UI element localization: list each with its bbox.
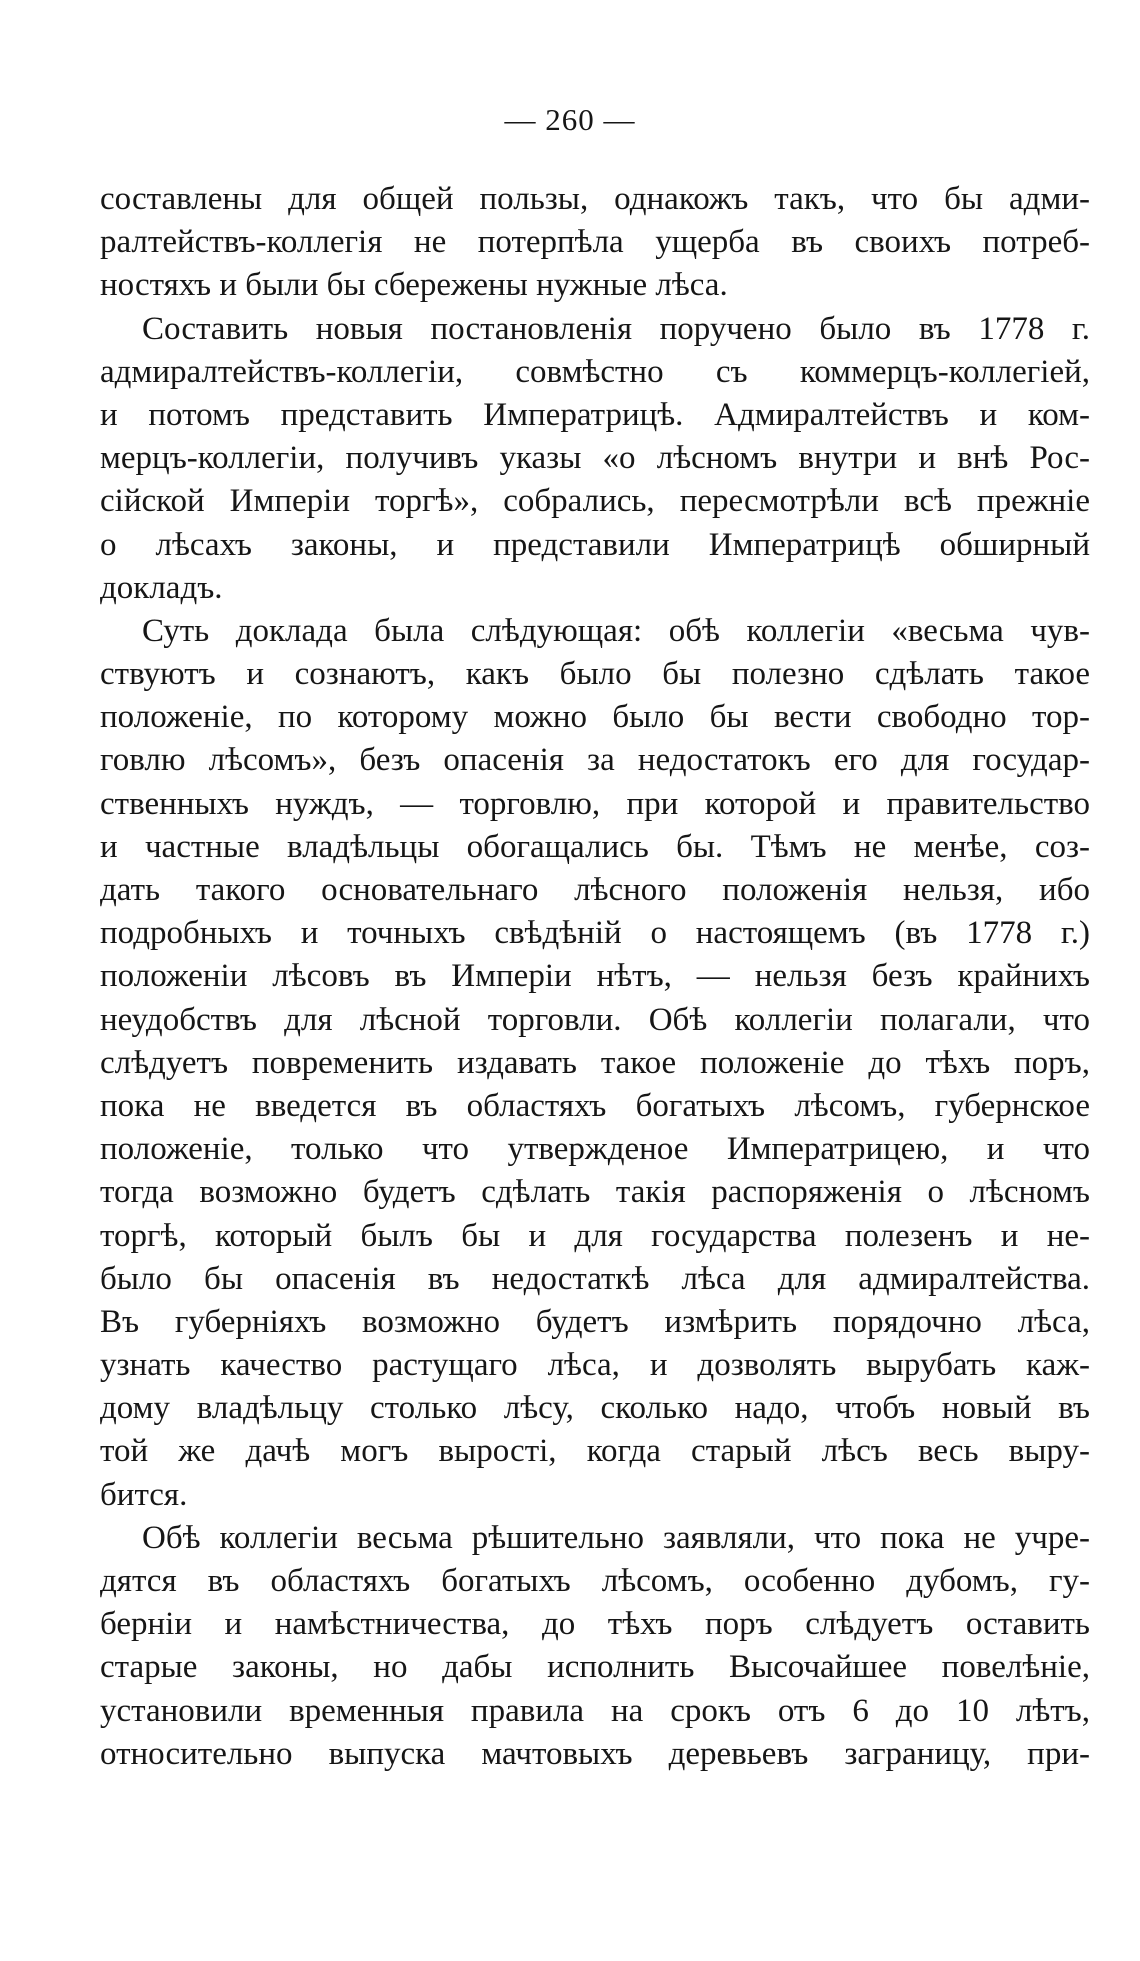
text-line: ностяхъ и были бы сбережены нужные лѣса. [100,267,728,304]
body-text [100,178,1090,1776]
text-line: слѣдуетъ повременить издавать такое положеніе до тѣхъ поръ, [100,1044,1090,1081]
paragraph-1 [100,178,1090,308]
text-line: ствуютъ и сознаютъ, какъ было бы полезно сдѣлать такое [100,656,1090,693]
text-line: говлю лѣсомъ», безъ опасенія за недостатокъ его для государ- [100,742,1090,779]
text-line: адмиралтействъ-коллегіи, совмѣстно съ коммерцъ-коллегіей, [100,353,1090,390]
text-line: и частные владѣльцы обогащались бы. Тѣмъ не менѣе, соз- [100,828,1090,865]
paragraph-3 [100,610,1090,1517]
text-line: докладъ. [100,569,223,606]
text-line: Составить новыя постановленія поручено было въ 1778 г. [142,310,1090,347]
text-line: положеніе, по которому можно было бы вести свободно тор- [100,699,1090,736]
paragraph-2 [100,308,1090,610]
text-line: Обѣ коллегіи весьма рѣшительно заявляли, что пока не учре- [142,1519,1090,1556]
text-line: дому владѣльцу столько лѣсу, сколько надо, чтобъ новый въ [100,1390,1090,1427]
text-line: подробныхъ и точныхъ свѣдѣній о настоящемъ (въ 1778 г.) [100,915,1090,952]
text-line: ралтействъ-коллегія не потерпѣла ущерба въ своихъ потреб- [100,224,1090,261]
text-line: дятся въ областяхъ богатыхъ лѣсомъ, особенно дубомъ, гу- [100,1563,1090,1599]
paragraph-4 [100,1517,1090,1776]
text-line: сійской Имперіи торгѣ», собрались, пересмотрѣли всѣ прежніе [100,483,1090,520]
text-line: торгѣ, который былъ бы и для государства полезенъ и не- [100,1217,1090,1254]
text-line: узнать качество растущаго лѣса, и дозволять вырубать каж- [100,1347,1090,1384]
text-line: Въ губерніяхъ возможно будетъ измѣрить порядочно лѣса, [100,1303,1090,1340]
text-line: было бы опасенія въ недостаткѣ лѣса для адмиралтейства. [100,1260,1090,1297]
page-number: — 260 — [504,102,636,137]
text-line: и потомъ представить Императрицѣ. Адмиралтействъ и ком- [100,396,1090,433]
text-line: дать такого основательнаго лѣсного положенія нельзя, ибо [100,872,1090,908]
text-line: той же дачѣ могъ выростi, когда старый лѣсъ весь выру- [100,1433,1090,1470]
text-line: бится. [100,1476,188,1513]
text-line: тогда возможно будетъ сдѣлать такія распоряженія о лѣсномъ [100,1174,1090,1211]
text-line: положеніе, только что утвержденое Императрицею, и что [100,1131,1090,1168]
text-line: положеніи лѣсовъ въ Имперіи нѣтъ, — нельзя безъ крайнихъ [100,958,1090,995]
text-line: Суть доклада была слѣдующая: обѣ коллегіи «весьма чув- [142,612,1090,649]
text-line: пока не введется въ областяхъ богатыхъ лѣсомъ, губернское [100,1087,1090,1124]
text-line: установили временныя правила на срокъ отъ 6 до 10 лѣтъ, [100,1692,1090,1729]
text-line: мерцъ-коллегіи, получивъ указы «о лѣсномъ внутри и внѣ Рос- [100,440,1090,477]
text-line: относительно выпуска мачтовыхъ деревьевъ заграницу, при- [100,1735,1090,1772]
text-line: старые законы, но дабы исполнить Высочайшее повелѣніе, [100,1649,1090,1686]
text-line: составлены для общей пользы, однакожъ такъ, что бы адми- [100,181,1090,217]
text-line: берніи и намѣстничества, до тѣхъ поръ слѣдуетъ оставить [100,1606,1090,1643]
text-line: о лѣсахъ законы, и представили Императрицѣ обширный [100,526,1090,563]
text-line: неудобствъ для лѣсной торговли. Обѣ коллегіи полагали, что [100,1001,1090,1038]
text-line: ственныхъ нуждъ, — торговлю, при которой и правительство [100,785,1090,822]
